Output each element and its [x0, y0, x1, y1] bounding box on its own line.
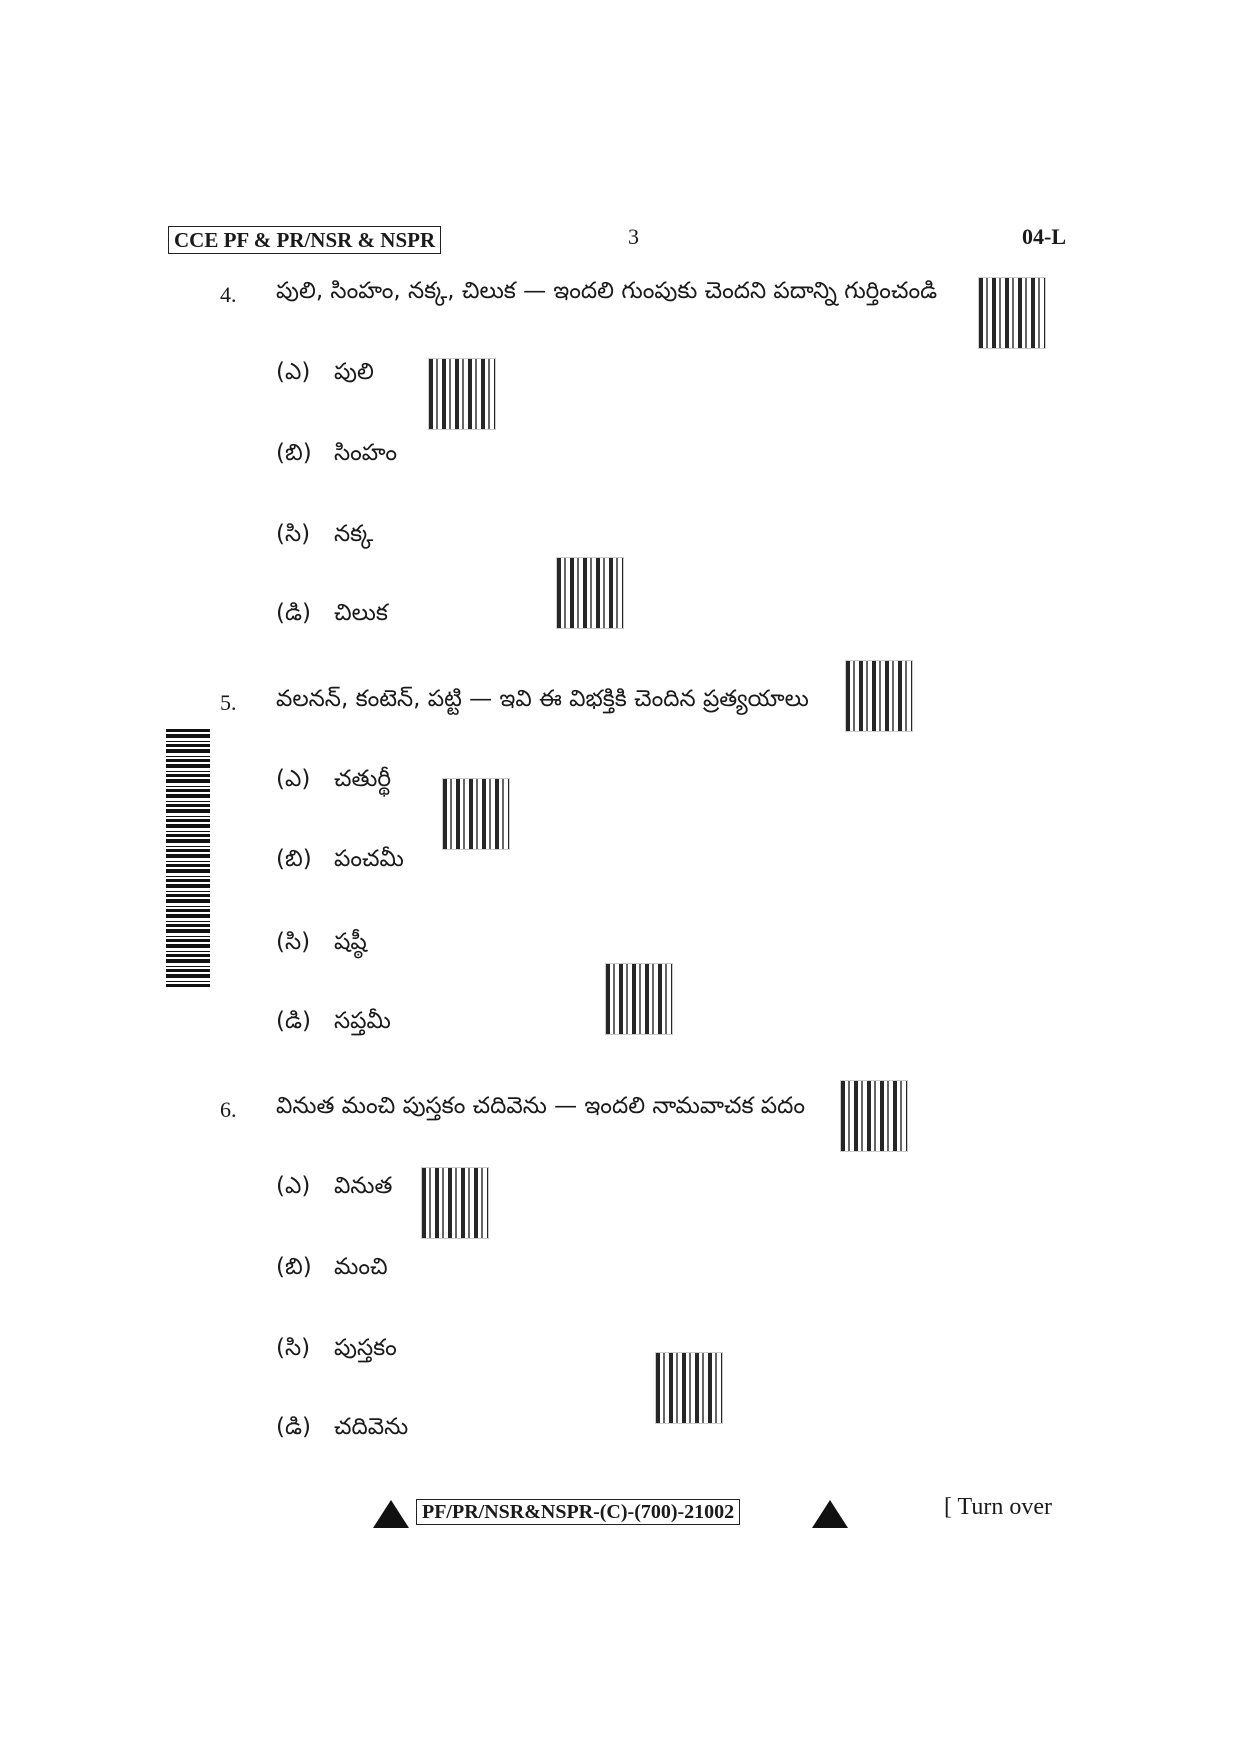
- option-text: వినుత: [334, 1173, 393, 1199]
- question-number: 5.: [220, 690, 237, 715]
- option-label: (సి): [276, 929, 311, 955]
- option-text: సప్తమీ: [334, 1008, 391, 1034]
- qr-code-icon: [655, 1352, 723, 1424]
- footer-code-box: PF/PR/NSR&NSPR-(C)-(700)-21002: [416, 1499, 740, 1525]
- qr-code-icon: [978, 277, 1046, 349]
- qr-code-icon: [428, 358, 496, 430]
- qr-code-icon: [556, 557, 624, 629]
- option-text: చదివెను: [334, 1414, 409, 1440]
- option-label: (ఎ): [276, 1173, 311, 1199]
- option-label: (డి): [276, 1414, 311, 1440]
- option-c[interactable]: [276, 929, 367, 961]
- option-a[interactable]: [276, 1173, 392, 1205]
- paper-code: 04-L: [1022, 224, 1066, 249]
- option-label: (డి): [276, 1008, 311, 1034]
- option-label: (బి): [276, 846, 312, 872]
- qr-code-icon: [421, 1167, 489, 1239]
- option-label: (ఎ): [276, 359, 311, 385]
- option-label: (బి): [276, 1254, 312, 1280]
- barcode: [166, 727, 210, 987]
- option-label: (సి): [276, 521, 311, 547]
- triangle-marker-icon: [373, 1500, 409, 1528]
- question-text: పులి, సింహం, నక్క, చిలుక — ఇందలి గుంపుకు చెందని పదాన్ని గుర్తించండి: [276, 278, 938, 304]
- qr-code-icon: [845, 660, 913, 732]
- turn-over-label: [ Turn over: [944, 1494, 1053, 1520]
- question-number: 4.: [220, 282, 237, 307]
- triangle-marker-icon: [812, 1500, 848, 1528]
- option-b[interactable]: [276, 1254, 388, 1286]
- option-label: (సి): [276, 1335, 311, 1361]
- qr-code-icon: [840, 1080, 908, 1152]
- option-d[interactable]: [276, 1008, 391, 1040]
- option-label: (డి): [276, 600, 311, 626]
- option-text: చతుర్థీ: [334, 766, 391, 792]
- option-label: (ఎ): [276, 766, 311, 792]
- header-code-box: CCE PF & PR/NSR & NSPR: [168, 226, 441, 254]
- option-a[interactable]: [276, 766, 391, 798]
- option-text: పుస్తకం: [334, 1335, 397, 1361]
- option-text: చిలుక: [334, 600, 388, 626]
- option-text: పంచమీ: [334, 846, 404, 872]
- option-c[interactable]: [276, 1335, 397, 1367]
- option-d[interactable]: [276, 1414, 408, 1446]
- question-number: 6.: [220, 1097, 237, 1122]
- option-c[interactable]: [276, 521, 373, 553]
- question-text: వినుత మంచి పుస్తకం చదివెను — ఇందలి నామవాచక పదం: [276, 1093, 806, 1119]
- option-b[interactable]: [276, 440, 397, 472]
- option-a[interactable]: [276, 359, 374, 391]
- question-text: వలనన్, కంటెన్, పట్టి — ఇవి ఈ విభక్తికి చెందిన ప్రత్యయాలు: [276, 686, 809, 712]
- qr-code-icon: [605, 963, 673, 1035]
- page-number: 3: [628, 224, 639, 249]
- option-text: షష్ఠీ: [334, 929, 367, 955]
- option-text: మంచి: [334, 1254, 388, 1280]
- option-text: పులి: [334, 359, 374, 385]
- option-text: సింహం: [334, 440, 397, 466]
- option-b[interactable]: [276, 846, 404, 878]
- qr-code-icon: [442, 778, 510, 850]
- option-text: నక్క: [334, 521, 374, 547]
- option-label: (బి): [276, 440, 312, 466]
- option-d[interactable]: [276, 600, 388, 632]
